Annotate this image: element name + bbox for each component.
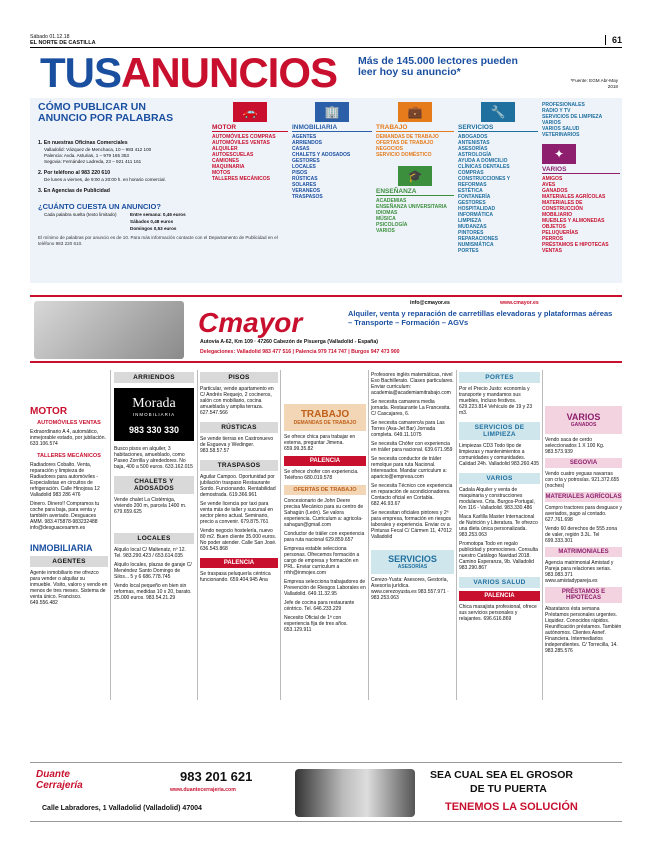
cmayor-tagline: Alquiler, venta y reparación de carretillas elevadoras y plataformas aéreas – Transporte – Formación – AGVs bbox=[348, 309, 613, 327]
column-5 bbox=[371, 372, 454, 604]
ad-entry: Vendo 60 derechos de 555 zona de valer, región 3.3L. Tel 699.333.301 bbox=[545, 526, 618, 544]
ad-entry: Empresa estable selecciona personas. Ofrecemos formación a cargo de empresa y formación en PRL. Enviar curriculum a rrhh@inmojex.com bbox=[284, 546, 360, 576]
ad-entry: Se necesita camarero/a para Las Torres (Asa-Jet Bar) Jornada completa. 649.11.1075 bbox=[371, 420, 445, 438]
ad-entry: Cerezo-Yusta: Asesores, Gestoría, Asesoría jurídica. www.cerezoyusta.es 983.557.971 · 983.253.063 bbox=[371, 577, 449, 601]
category-varios: VARIOS bbox=[459, 473, 540, 484]
ad-entry: Abarataros ésta semana Préstamos personales urgentes. Liquidez. Conocidos rápidos. Reunificación préstamos. También autónomos. Clientes Asnef. Financiera. Intermediarios independientes. C/ Torrecilla, 14. 983.285.576 bbox=[545, 606, 622, 654]
category-link[interactable]: VARIOS bbox=[376, 228, 395, 234]
category-link[interactable]: AUTOESCUELAS bbox=[212, 152, 254, 158]
category-link[interactable]: GANADOS bbox=[542, 188, 568, 194]
section-servicios bbox=[458, 102, 538, 254]
graduation-icon: 🎓 bbox=[398, 166, 432, 186]
col-divider bbox=[280, 370, 281, 700]
ad-entry: Se vende tierras en Castronuevo de Esgueva y Wedinger. 983.58.57.57 bbox=[200, 436, 274, 454]
cost-title: ¿CUÁNTO CUESTA UN ANUNCIO? bbox=[38, 202, 161, 211]
col-divider bbox=[368, 370, 369, 700]
ad-entry: Agente inmobiliario me ofrezco para vender o alquilar su inmueble. Visito, valoro y vendo en menos de tres meses. Sistema de venta único. Francisco. 649.556.482 bbox=[30, 570, 108, 606]
category-chalets: CHALETS Y ADOSADOS bbox=[114, 476, 194, 494]
ad-entry: Conductor de tráiler con experiencia para ruta nacional 629.859.657 bbox=[284, 531, 365, 543]
cost-line-1: Cada palabra suelta (texto limitado) bbox=[44, 212, 117, 217]
category-link[interactable]: COMPRAS bbox=[458, 170, 484, 176]
column-6 bbox=[459, 372, 540, 625]
category-link[interactable]: PERROS bbox=[542, 236, 564, 242]
col-divider bbox=[197, 370, 198, 700]
cmayor-delegations: Delegaciones: Valladolid 983 477 516 | Palencia 979 714 747 | Burgos 947 473 900 bbox=[200, 349, 400, 355]
category-link[interactable]: MOTOS bbox=[212, 170, 231, 176]
ad-entry: Agencia matrimonial Amistad y Pareja para relaciones serias. 983.083.371 www.amistadypareja.es bbox=[545, 560, 614, 584]
category-link[interactable]: VARIOS SALUD bbox=[542, 126, 580, 132]
ad-entry: Maca Karlilla Master Internacional de Nutrición y Literatura. Te ofrezco una dieta única personalizada. 983.253.063 bbox=[459, 514, 538, 538]
ad-entry: Particular, vende apartamento en C/ Andrés Requejo, 2 cocineros, salón con mobiliario, cocina amueblada y amplia terraza. 627.547.566 bbox=[200, 386, 274, 416]
column-1 bbox=[30, 372, 108, 609]
masthead bbox=[30, 50, 622, 96]
masthead-title-anuncios: ANUNCIOS bbox=[121, 49, 338, 96]
howto-panel bbox=[30, 98, 622, 283]
ad-entry: Promotopa Todo en regalo publicidad y promociones. Consulta nuestro Catálogo Navidad 2018. Camino Esperanza, 9b. Valladolid 983.290.867 bbox=[459, 541, 538, 571]
masthead-title-tus: TUS bbox=[40, 49, 121, 96]
ad-entry: Por el Precio Justo: economía y transporte y mandamos sus muebles, Incluso festivos. 629.223.814 Vehículo de 19 y 23 m3. bbox=[459, 386, 533, 416]
ad-entry: Vendo cuatro yeguas navarras con cría y potros/as. 921.372.655 (noches) bbox=[545, 471, 620, 489]
category-limpieza: SERVICIOS DE LIMPIEZA bbox=[459, 422, 540, 440]
category-segovia: SEGOVIA bbox=[545, 458, 622, 468]
duante-phone: 983 201 621 bbox=[180, 769, 253, 784]
category-link[interactable]: MOBILIARIO bbox=[542, 212, 572, 218]
category-link[interactable]: PINTORES bbox=[458, 230, 484, 236]
category-link[interactable]: VETERINARIOS bbox=[542, 132, 580, 138]
cmayor-email: info@cmayor.es bbox=[410, 300, 450, 306]
ad-entry: Necesito Oficial de 1ª con experiencia fija de tres años. 653.129.911 bbox=[284, 615, 348, 633]
howto-title: CÓMO PUBLICAR UN ANUNCIO POR PALABRAS bbox=[38, 101, 174, 124]
category-link[interactable]: PROFESIONALES bbox=[542, 102, 585, 108]
category-link[interactable]: MUEBLES Y ALMONEDAS bbox=[542, 218, 605, 224]
duante-address: Calle Labradores, 1 Valladolid (Valladolid) 47004 bbox=[42, 805, 202, 812]
section-servicios-label: SERVICIOS bbox=[458, 124, 538, 132]
trabajo-list bbox=[376, 134, 454, 158]
category-link[interactable]: VENTAS bbox=[542, 248, 562, 254]
section-ensenanza-label: ENSEÑANZA bbox=[376, 188, 454, 196]
category-link[interactable]: INFORMÁTICA bbox=[458, 212, 493, 218]
ad-entry: Alquilo local C/ Maltenatz, nº 12. Tel. 983.290.423 / 653.614.035 bbox=[114, 547, 186, 559]
category-link[interactable]: OFERTAS DE TRABAJO bbox=[376, 140, 434, 146]
ad-entry: Radiadores Cobalto. Venta, reparación y limpieza de Radiadores para automóviles - Especialistas en circuitos de refrigeración. Calle Hinojosa 12 Valladolid 983 286 476 bbox=[30, 462, 100, 498]
category-traspasos: TRASPASOS bbox=[200, 460, 278, 471]
category-ofertas: OFERTAS DE TRABAJO bbox=[284, 485, 366, 495]
category-link[interactable]: SERVICIOS DE LIMPIEZA bbox=[542, 114, 603, 120]
cmayor-web: www.cmayor.es bbox=[500, 300, 539, 306]
ad-entry: Alquilo locales, plazas de garaje C/ Menéndez Santo Domingo de Silos... 5 y 6 686.778.745 bbox=[114, 562, 192, 580]
varios-banner bbox=[545, 406, 622, 434]
duante-web: www.duantecerrajeria.com bbox=[170, 787, 236, 793]
banner-cmayor[interactable] bbox=[30, 295, 622, 363]
ad-entry: Vendo local pequeño en bien sin reformas, medidas 10 x 20, barato. 25.000 euros. 983.54.21.29 bbox=[114, 583, 192, 601]
howto-step2: 2. Por teléfono al 983 220 610 bbox=[38, 170, 111, 176]
category-materiales-agricolas: MATERIALES AGRÍCOLAS bbox=[545, 494, 622, 500]
varios-title: VARIOS bbox=[566, 412, 601, 422]
category-link[interactable]: MATERIALES AGRÍCOLAS bbox=[542, 194, 606, 200]
section-varios-label: VARIOS bbox=[542, 166, 620, 174]
category-pisos: PISOS bbox=[200, 372, 278, 383]
category-link[interactable]: AUTOMÓVILES COMPRAS bbox=[212, 134, 276, 140]
ad-entry: Se vende licencia por taxi para venta más de taller y sucursal en sector pleno actual. Seminario, precio a convenir. 679.875.761 bbox=[200, 501, 274, 525]
category-link[interactable]: PRÉSTAMOS E HIPOTECAS bbox=[542, 242, 609, 248]
category-palencia: PALENCIA bbox=[284, 456, 366, 466]
inmobiliaria-title: INMOBILIARIA bbox=[30, 543, 93, 553]
section-trabajo-label: TRABAJO bbox=[376, 124, 454, 132]
cost-line-4: Entre semana: 0,46 euros bbox=[130, 212, 186, 217]
building-icon: 🏢 bbox=[315, 102, 349, 122]
category-link[interactable]: VARIOS bbox=[542, 120, 561, 126]
category-link[interactable]: AGENTES bbox=[292, 134, 317, 140]
ad-entry: Cadala Alquiler y venta de maquinaria y construcciones modulares. Crta. Burgos-Portugal, Km 116 - Valladolid. 983.330.486 bbox=[459, 487, 535, 511]
category-link[interactable]: VERANEOS bbox=[292, 188, 321, 194]
category-link[interactable]: OBJETOS bbox=[542, 224, 566, 230]
category-palencia: PALENCIA bbox=[200, 558, 278, 568]
category-link[interactable]: NUMISMÁTICA bbox=[458, 242, 494, 248]
servicios-title: SERVICIOS bbox=[388, 554, 437, 564]
morada-logo[interactable] bbox=[114, 388, 194, 441]
section-motor-label: MOTOR bbox=[212, 124, 288, 132]
howto-step3: 3. En Agencias de Publicidad bbox=[38, 188, 110, 194]
column-4 bbox=[284, 372, 366, 636]
category-link[interactable]: IDIOMAS bbox=[376, 210, 398, 216]
lock-image bbox=[295, 769, 415, 817]
ad-entry: Se necesitan oficiales pintores y 2ª para empresa, formación en riesgos laborales y experiencia. Enviar cv a Pinturas Fecal C/ Cármen 11, 47012 Valladolid bbox=[371, 510, 452, 540]
col-divider bbox=[110, 370, 111, 700]
masthead-source: *Fuente: EGM Abr-May 2018 bbox=[570, 78, 618, 89]
category-link[interactable]: FONTANERÍA bbox=[458, 194, 491, 200]
category-link[interactable]: GESTORES bbox=[292, 158, 320, 164]
inmobiliaria-list bbox=[292, 134, 372, 200]
section-inmobiliaria-label: INMOBILIARIA bbox=[292, 124, 372, 132]
col-divider bbox=[456, 370, 457, 700]
category-link[interactable]: AUTOMÓVILES VENTAS bbox=[212, 140, 270, 146]
issue-date: Sábado 01.12.18 bbox=[30, 34, 70, 40]
motor-list bbox=[212, 134, 288, 182]
howto-step2-detail: De lunes a viernes, de 9:00 a 20:00 h. en horario comercial. bbox=[44, 177, 166, 182]
duante-slogan-1: SEA CUAL SEA EL GROSOR bbox=[430, 769, 573, 781]
howto-step1: 1. En nuestras Oficinas Comerciales bbox=[38, 140, 128, 146]
ad-entry: Busco pisos en alquiler, 3 habitaciones, amueblado, como Paseo Zorrilla y alrededores. No baja, 400 a 500 euros. 633.162.015 bbox=[114, 446, 193, 470]
sparkle-icon: ✦ bbox=[542, 144, 576, 164]
category-asesorias: ASESORÍAS bbox=[397, 564, 428, 570]
howto-step1-line3: Segovia: Fernández Ladreda, 23 – 921 411 161 bbox=[44, 159, 142, 164]
category-link[interactable]: ABOGADOS bbox=[458, 134, 488, 140]
category-portes: PORTES bbox=[459, 372, 540, 383]
category-link[interactable]: CLÍNICAS DENTALES bbox=[458, 164, 510, 170]
category-palencia: PALENCIA bbox=[459, 591, 540, 601]
category-matrimoniales: MATRIMONIALES bbox=[545, 547, 622, 557]
category-link[interactable]: MAQUINARIA bbox=[212, 164, 245, 170]
category-link[interactable]: ARRIENDOS bbox=[292, 140, 323, 146]
category-link[interactable]: PELUQUERÍAS bbox=[542, 230, 579, 236]
ad-entry: Vendo negocio hostelería, nuevo 80 m2. Buen cliente 35.000 euros. No poder atender. Calle San José. 636.543.868 bbox=[200, 528, 277, 552]
morada-sub: INMOBILIARIA bbox=[132, 412, 176, 417]
masthead-slogan: Más de 145.000 lectores pueden leer hoy su anuncio* bbox=[358, 55, 518, 78]
category-link[interactable]: TRASPASOS bbox=[292, 194, 323, 200]
category-link[interactable]: ENSEÑANZA UNIVERSITARIA bbox=[376, 204, 447, 210]
category-link[interactable]: SERVICIO DOMÉSTICO bbox=[376, 152, 432, 158]
ad-entry: Extraordinario A 4, automático, inmejorable estado, por jubilación. 633.106.574 bbox=[30, 429, 106, 447]
varios-top-list bbox=[542, 102, 620, 138]
forklift-image bbox=[34, 301, 184, 359]
category-link[interactable]: CHALETS Y ADOSADOS bbox=[292, 152, 351, 158]
page-header bbox=[30, 34, 622, 48]
category-prestamos: PRÉSTAMOS E HIPOTECAS bbox=[545, 587, 622, 603]
category-link[interactable]: LIMPIEZA bbox=[458, 218, 482, 224]
ad-entry: Se necesita Chófer con experiencia en tráiler para nacional. 639.671.959 bbox=[371, 441, 453, 453]
ad-entry: Chica masajista profesional, ofrece sus servicios personales y relajantes. 696.616.869 bbox=[459, 604, 537, 622]
column-7 bbox=[545, 372, 622, 657]
cost-line-2: Sábados 0,48 euros bbox=[130, 219, 174, 224]
category-link[interactable]: PISOS bbox=[292, 170, 308, 176]
servicios-banner bbox=[371, 550, 454, 574]
morada-phone: 983 330 330 bbox=[128, 425, 180, 435]
duante-slogan-2: DE TU PUERTA bbox=[470, 783, 547, 795]
category-rusticas: RÚSTICAS bbox=[200, 422, 278, 433]
ad-entry: Limpiezas CD3 Todo tipo de limpiezas y mantenimientos a comunidades y comunidades. Calidad 24h. Valladolid 983.260.435 bbox=[459, 443, 539, 467]
category-link[interactable]: GESTORES bbox=[458, 200, 486, 206]
category-link[interactable]: CONSTRUCCIONES Y REFORMAS bbox=[458, 176, 511, 188]
ad-entry: Concesionario de John Deere precisa Mecánico para su centro de Sahagún (León). Se valora experiencia. Curriculum a: agricola-sahagun@gmail.com bbox=[284, 498, 364, 528]
ensenanza-list bbox=[376, 198, 454, 234]
section-inmobiliaria bbox=[292, 102, 372, 200]
category-link[interactable]: SOLARES bbox=[292, 182, 317, 188]
banner-duante[interactable] bbox=[30, 762, 622, 822]
ad-entry: Se necesita camarera media jornada. Restaurante La Francesita. C/ Cascajares, 6. bbox=[371, 399, 451, 417]
ad-entry: Compro tractores para desguace y averiados, pago al contado. 627.761.698 bbox=[545, 505, 622, 523]
category-link[interactable]: REPARACIONES bbox=[458, 236, 498, 242]
ad-entry: Empresa selecciona trabajadores de Prevención de Riesgos Laborales en Valladolid. 649.11.32.95 bbox=[284, 579, 366, 597]
varios-list bbox=[542, 176, 620, 254]
cmayor-address: Autovía A-62, Km 109 · 47260 Cabezón de Pisuerga (Valladolid - España) bbox=[200, 339, 378, 345]
category-link[interactable]: ASESORÍAS bbox=[458, 146, 488, 152]
category-arriendos: ARRIENDOS bbox=[114, 372, 194, 383]
briefcase-icon: 💼 bbox=[398, 102, 432, 122]
category-link[interactable]: RADIO Y TV bbox=[542, 108, 571, 114]
ad-entry: Se ofrece chofer con experiencia. Teléfono 680.019.578 bbox=[284, 469, 359, 481]
category-ganados: GANADOS bbox=[570, 422, 597, 428]
category-link[interactable]: AVES bbox=[542, 182, 556, 188]
ad-entry: Jefe de cocina para restaurante céntrico. Tel. 646.233.229 bbox=[284, 600, 355, 612]
car-icon: 🚗 bbox=[233, 102, 267, 122]
category-link[interactable]: HOSPITALIDAD bbox=[458, 206, 496, 212]
cost-line-3: Domingos 0,53 euros bbox=[130, 226, 177, 231]
section-varios bbox=[542, 102, 620, 254]
howto-step1-line2: Palencia: Avda. Asturias, 1 – 979 165 353 bbox=[44, 153, 129, 158]
trabajo-banner bbox=[284, 404, 366, 431]
ad-entry: Aguilar Campoo. Oportunidad por jubilación traspaso Restaurante Sordo. Funcionando. Rentabilidad demostrada. 619.366.961 bbox=[200, 474, 276, 498]
category-automoviles-ventas: AUTOMÓVILES VENTAS bbox=[37, 420, 101, 426]
category-talleres: TALLERES MECÁNICOS bbox=[37, 453, 101, 459]
ad-entry: Vendo saca de cerdo seleccionados 1 X 100 Kg. 983.573.939 bbox=[545, 437, 605, 455]
ad-entry: Se ofrece chica para trabajar en externa, preguntar Jimena. 659.99.35.82 bbox=[284, 434, 356, 452]
section-trabajo bbox=[376, 102, 454, 234]
section-motor bbox=[212, 102, 288, 182]
cost-footnote: El mínimo de palabras por anuncio es de 10. Para más información contacte con el Departamento de Publicidad en el teléfono 983 220 610. bbox=[38, 235, 278, 246]
category-link[interactable]: MATERIALES DE CONSTRUCCIÓN bbox=[542, 200, 583, 212]
howto-step1-line1: Valladolid: Vázquez de Menchaca, 10 – 983 412 100 bbox=[44, 147, 152, 152]
category-link[interactable]: LOCALES bbox=[292, 164, 316, 170]
category-link[interactable]: RÚSTICAS bbox=[292, 176, 318, 182]
masthead-title bbox=[40, 50, 337, 96]
ad-entry: Se necesita Técnico con experiencia en reparación de acondicionadores. Contacto oficial en Cortabla. 682.46.93.67 bbox=[371, 483, 453, 507]
column-2 bbox=[114, 372, 194, 604]
category-agentes: AGENTES bbox=[30, 556, 108, 567]
column-3 bbox=[200, 372, 278, 586]
ad-entry: Profesores inglés matemáticas, nivel Eso Bachillerato. Clases particulares. Enviar curriculum: academia@academiamitrabajo.com bbox=[371, 372, 454, 396]
category-link[interactable]: MUDANZAS bbox=[458, 224, 487, 230]
category-link[interactable]: DEMANDAS DE TRABAJO bbox=[376, 134, 439, 140]
category-link[interactable]: ESTÉTICA bbox=[458, 188, 483, 194]
category-locales: LOCALES bbox=[114, 533, 194, 544]
category-link[interactable]: TALLERES MECÁNICOS bbox=[212, 176, 270, 182]
motor-title: MOTOR bbox=[30, 406, 68, 417]
servicios-list bbox=[458, 134, 538, 254]
ad-entry: Dinero. Dinero!! Compramos tu coche para baja, para venta y también averiado. Desguaces AMM. 983.475878-983232488 info@desguacesamm.es bbox=[30, 501, 100, 531]
category-link[interactable]: CASAS bbox=[292, 146, 310, 152]
tools-icon: 🔧 bbox=[481, 102, 515, 122]
category-link[interactable]: ANTENISTAS bbox=[458, 140, 490, 146]
newspaper-name: EL NORTE DE CASTILLA bbox=[30, 40, 96, 46]
category-link[interactable]: PORTES bbox=[458, 248, 479, 254]
duante-logo: Duante Cerrajería bbox=[36, 769, 83, 791]
category-varios-salud: VARIOS SALUD bbox=[459, 577, 540, 588]
duante-slogan-3: TENEMOS LA SOLUCIÓN bbox=[445, 801, 578, 813]
ad-entry: Se traspasa peluquería céntrica funcionando. 659.404.945 Ana bbox=[200, 571, 271, 583]
category-link[interactable]: AMIGOS bbox=[542, 176, 563, 182]
page-number: 61 bbox=[605, 35, 622, 45]
category-link[interactable]: ASTROLOGÍA bbox=[458, 152, 492, 158]
cmayor-logo: Cmayor bbox=[198, 307, 303, 338]
category-link[interactable]: ACADEMIAS bbox=[376, 198, 407, 204]
category-demandas: DEMANDAS DE TRABAJO bbox=[293, 420, 357, 426]
category-link[interactable]: CAMIONES bbox=[212, 158, 239, 164]
col-divider bbox=[542, 370, 543, 700]
ad-entry: Vende chalet La Cistérniga, viviendo 200 m, parcela 1400 m. 679.659.625 bbox=[114, 497, 187, 515]
category-link[interactable]: AYUDA A DOMICILIO bbox=[458, 158, 508, 164]
category-link[interactable]: PSICOLOGÍA bbox=[376, 222, 408, 228]
morada-name: Morada bbox=[132, 396, 176, 411]
category-link[interactable]: NEGOCIOS bbox=[376, 146, 403, 152]
ad-entry: Se necesita conductor de tráiler remolque para ruta Nacional. Interesados. Mandar curriculum a: aparicio@empresa.com bbox=[371, 456, 447, 480]
category-link[interactable]: ALQUILER bbox=[212, 146, 238, 152]
trabajo-title: TRABAJO bbox=[300, 409, 350, 420]
category-link[interactable]: MÚSICA bbox=[376, 216, 396, 222]
